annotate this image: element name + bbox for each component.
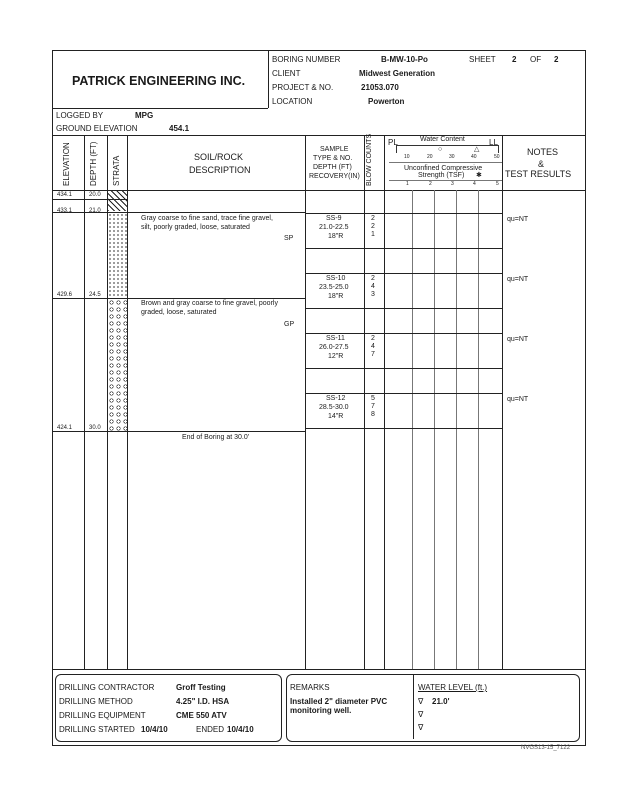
- water-level-label: WATER LEVEL (ft.): [418, 683, 488, 692]
- depth-label-2: 24.5: [89, 292, 101, 298]
- sample-recovery: 18"R: [328, 233, 344, 240]
- sample-number: SS-11: [326, 335, 345, 342]
- sample-recovery: 18"R: [328, 293, 344, 300]
- remarks-line1: Installed 2" diameter PVC: [290, 697, 388, 706]
- contractor-value: Groff Testing: [176, 683, 226, 692]
- end-of-boring-rule: [52, 431, 305, 432]
- depth-label-1: 21.0: [89, 208, 101, 214]
- blow-count: 4: [371, 283, 375, 290]
- sample-number: SS-12: [326, 395, 346, 402]
- ll-label: LL: [489, 138, 498, 147]
- boring-number-label: BORING NUMBER: [272, 55, 341, 64]
- separator-elev-depth: [84, 135, 85, 669]
- elevation-label-2: 429.6: [57, 292, 73, 298]
- depth-column-header: DEPTH (FT): [89, 141, 98, 186]
- ucs-tick: 5: [496, 181, 499, 187]
- ucs-label-line2: Strength (TSF): [418, 172, 465, 179]
- water-content-tick: 30: [449, 154, 455, 160]
- strata-sand-fill: [108, 213, 127, 298]
- boring-number: B-MW-10-Po: [381, 55, 428, 64]
- ucs-asterisk-icon: ✱: [476, 172, 482, 179]
- ucs-tick: 3: [451, 181, 454, 187]
- test-result-note: qu=NT: [507, 276, 529, 283]
- project-label: PROJECT & NO.: [272, 83, 334, 92]
- blow-count: 4: [371, 343, 375, 350]
- sample-depth: 21.0-22.5: [319, 224, 349, 231]
- started-label: DRILLING STARTED: [59, 725, 135, 734]
- notes-header-line2: &: [538, 159, 545, 169]
- sample-depth: 28.5-30.0: [319, 404, 349, 411]
- strata-column-header: STRATA: [112, 155, 121, 186]
- blow-counts-column-header: BLOW COUNTS: [366, 133, 373, 186]
- sample-rule-2-top: [305, 273, 502, 274]
- pl-label: PL: [388, 138, 398, 147]
- sample-number: SS-10: [326, 275, 346, 282]
- water-content-axis: [389, 162, 502, 163]
- liquid-limit-triangle-icon: △: [474, 146, 480, 153]
- sheet-label: SHEET: [469, 55, 496, 64]
- water-content-tick: 20: [427, 154, 433, 160]
- notes-header-line3: TEST RESULTS: [505, 169, 572, 179]
- top-elevation: 434.1: [57, 192, 73, 198]
- ucs-tick: 2: [429, 181, 432, 187]
- sample-header-line4: RECOVERY(IN): [309, 173, 360, 180]
- layer-boundary-2: [52, 298, 305, 299]
- plot-gridline-2: [434, 190, 435, 669]
- method-value: 4.25" I.D. HSA: [176, 697, 230, 706]
- company-name: PATRICK ENGINEERING INC.: [72, 74, 246, 88]
- sample-depth: 26.0-27.5: [319, 344, 349, 351]
- depth-label-3: 30.0: [89, 425, 101, 431]
- water-content-label: Water Content: [420, 136, 465, 143]
- sample-rule-4-bottom: [305, 428, 502, 429]
- sample-number: SS-9: [326, 215, 342, 222]
- layer-1-description-line2: silt, poorly graded, loose, saturated: [141, 224, 250, 231]
- separator-sample-blows: [364, 135, 365, 669]
- soil-header-line1: SOIL/ROCK: [194, 152, 244, 162]
- sample-rule-3-bottom: [305, 368, 502, 369]
- sample-header-line2: TYPE & NO.: [313, 155, 353, 162]
- water-content-circle-icon: ○: [438, 146, 443, 153]
- method-label: DRILLING METHOD: [59, 697, 133, 706]
- sample-header-line1: SAMPLE: [320, 146, 349, 153]
- header-divider: [268, 50, 269, 108]
- sheet-number: 2: [512, 55, 517, 64]
- separator-desc-sample: [305, 135, 306, 669]
- test-result-note: qu=NT: [507, 216, 529, 223]
- sample-recovery: 12"R: [328, 353, 344, 360]
- started-value: 10/4/10: [141, 725, 168, 734]
- contractor-label: DRILLING CONTRACTOR: [59, 683, 155, 692]
- layer-1-description-line1: Gray coarse to fine sand, trace fine gravel,: [141, 215, 273, 222]
- sample-rule-3-top: [305, 333, 502, 334]
- ucs-tick: 1: [406, 181, 409, 187]
- water-content-tick: 40: [471, 154, 477, 160]
- top-depth: 20.0: [89, 192, 101, 198]
- document-id: NVGS13-15_7122: [521, 745, 571, 751]
- client-label: CLIENT: [272, 69, 301, 78]
- equipment-value: CME 550 ATV: [176, 711, 227, 720]
- sample-depth: 23.5-25.0: [319, 284, 349, 291]
- elevation-column-header: ELEVATION: [62, 142, 71, 186]
- sample-rule-2-bottom: [305, 308, 502, 309]
- strata-previous-fill: [108, 190, 127, 211]
- layer-2-uscs: GP: [284, 321, 295, 328]
- test-result-note: qu=NT: [507, 336, 529, 343]
- layer-2-description-line2: graded, loose, saturated: [141, 309, 217, 316]
- footer-top-rule: [52, 669, 585, 670]
- layer-2-description-line1: Brown and gray coarse to fine gravel, poorly: [141, 300, 278, 307]
- strata-gravel-fill: [108, 299, 127, 431]
- sample-header-line3: DEPTH (FT): [313, 164, 352, 171]
- blow-count: 7: [371, 351, 375, 358]
- remarks-label: REMARKS: [290, 683, 330, 692]
- logged-by-label: LOGGED BY: [56, 111, 104, 120]
- project-number: 21053.070: [361, 83, 399, 92]
- separator-strata-desc: [127, 135, 128, 669]
- water-level-triangle-icon-1: ∇: [418, 697, 424, 706]
- header-bottom-rule: [52, 108, 268, 109]
- separator-blows-plot: [384, 135, 385, 669]
- sample-rule-4-top: [305, 393, 502, 394]
- of-label: OF: [530, 55, 542, 64]
- client-name: Midwest Generation: [359, 69, 436, 78]
- water-level-value-1: 21.0': [432, 697, 450, 706]
- ended-label: ENDED: [196, 725, 225, 734]
- sample-recovery: 14"R: [328, 413, 344, 420]
- blow-count: 3: [371, 291, 375, 298]
- plot-gridline-3: [456, 190, 457, 669]
- blow-count: 5: [371, 395, 375, 402]
- plot-gridline-4: [478, 190, 479, 669]
- separator-plot-notes: [502, 135, 503, 669]
- ground-elevation-value: 454.1: [169, 124, 190, 133]
- remarks-water-divider: [413, 675, 414, 739]
- blow-count: 2: [371, 275, 375, 282]
- location-label: LOCATION: [272, 97, 313, 106]
- elevation-label-1: 433.1: [57, 208, 73, 214]
- water-content-tick: 10: [404, 154, 410, 160]
- plot-gridline-1: [412, 190, 413, 669]
- layer-1-uscs: SP: [284, 235, 294, 242]
- layer-boundary-1: [52, 212, 305, 213]
- soil-header-line2: DESCRIPTION: [189, 165, 251, 175]
- ucs-tick: 4: [473, 181, 476, 187]
- column-header-bottom-rule: [52, 190, 585, 191]
- notes-header-line1: NOTES: [527, 147, 559, 157]
- blow-count: 2: [371, 335, 375, 342]
- blow-count: 2: [371, 223, 375, 230]
- elevation-label-3: 424.1: [57, 425, 73, 431]
- column-header-top-rule: [52, 135, 585, 136]
- equipment-label: DRILLING EQUIPMENT: [59, 711, 146, 720]
- water-content-tick: 50: [494, 154, 500, 160]
- remarks-line2: monitoring well.: [290, 706, 352, 715]
- sample-rule-1-top: [305, 213, 502, 214]
- logged-by-value: MPG: [135, 111, 154, 120]
- pl-ll-bracket: [396, 145, 499, 153]
- end-of-boring-text: End of Boring at 30.0': [182, 434, 250, 441]
- sample-rule-1-bottom: [305, 248, 502, 249]
- blow-count: 2: [371, 215, 375, 222]
- location-value: Powerton: [368, 97, 405, 106]
- water-level-triangle-icon-3: ∇: [418, 723, 424, 732]
- sheet-total: 2: [554, 55, 559, 64]
- test-result-note: qu=NT: [507, 396, 529, 403]
- blow-count: 1: [371, 231, 375, 238]
- ended-value: 10/4/10: [227, 725, 254, 734]
- ground-elevation-label: GROUND ELEVATION: [56, 124, 138, 133]
- ucs-label-line1: Unconfined Compressive: [404, 165, 483, 172]
- blow-count: 8: [371, 411, 375, 418]
- blow-count: 7: [371, 403, 375, 410]
- water-level-triangle-icon-2: ∇: [418, 710, 424, 719]
